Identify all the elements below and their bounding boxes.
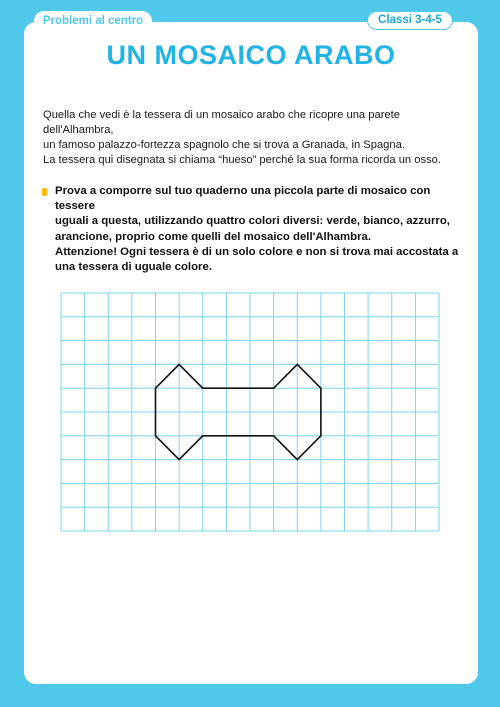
classes-tab: Classi 3-4-5 [367, 11, 453, 30]
squared-grid [60, 292, 440, 532]
bullet-icon [42, 188, 47, 196]
task-line: uguali a questa, utilizzando quattro colori diversi: verde, bianco, azzurro, [55, 215, 450, 228]
task-line: una tessera di uguale colore. [55, 261, 212, 274]
task-line: Prova a comporre sul tuo quaderno una piccola parte di mosaico con tessere [55, 185, 431, 213]
grid-drawing [60, 292, 440, 532]
intro-line: La tessera qui disegnata si chiama “hueso” perché la sua forma ricorda un osso. [43, 154, 441, 166]
task-instructions [43, 184, 465, 275]
page-title: UN MOSAICO ARABO [106, 40, 396, 70]
section-tab: Problemi al centro [34, 11, 152, 31]
task-text [43, 184, 465, 275]
task-line: Attenzione! Ogni tessera è di un solo colore e non si trova mai accostata a [55, 245, 459, 258]
intro-line: un famoso palazzo-fortezza spagnolo che si trova a Granada, in Spagna. [43, 139, 405, 151]
task-line: arancione, proprio come quelli del mosaico dell'Alhambra. [55, 230, 372, 243]
grid-lines [61, 293, 439, 531]
intro-line: Quella che vedi è la tessera di un mosaico arabo che ricopre una parete dell'Alhambra, [43, 109, 400, 136]
intro-paragraph [43, 108, 463, 168]
